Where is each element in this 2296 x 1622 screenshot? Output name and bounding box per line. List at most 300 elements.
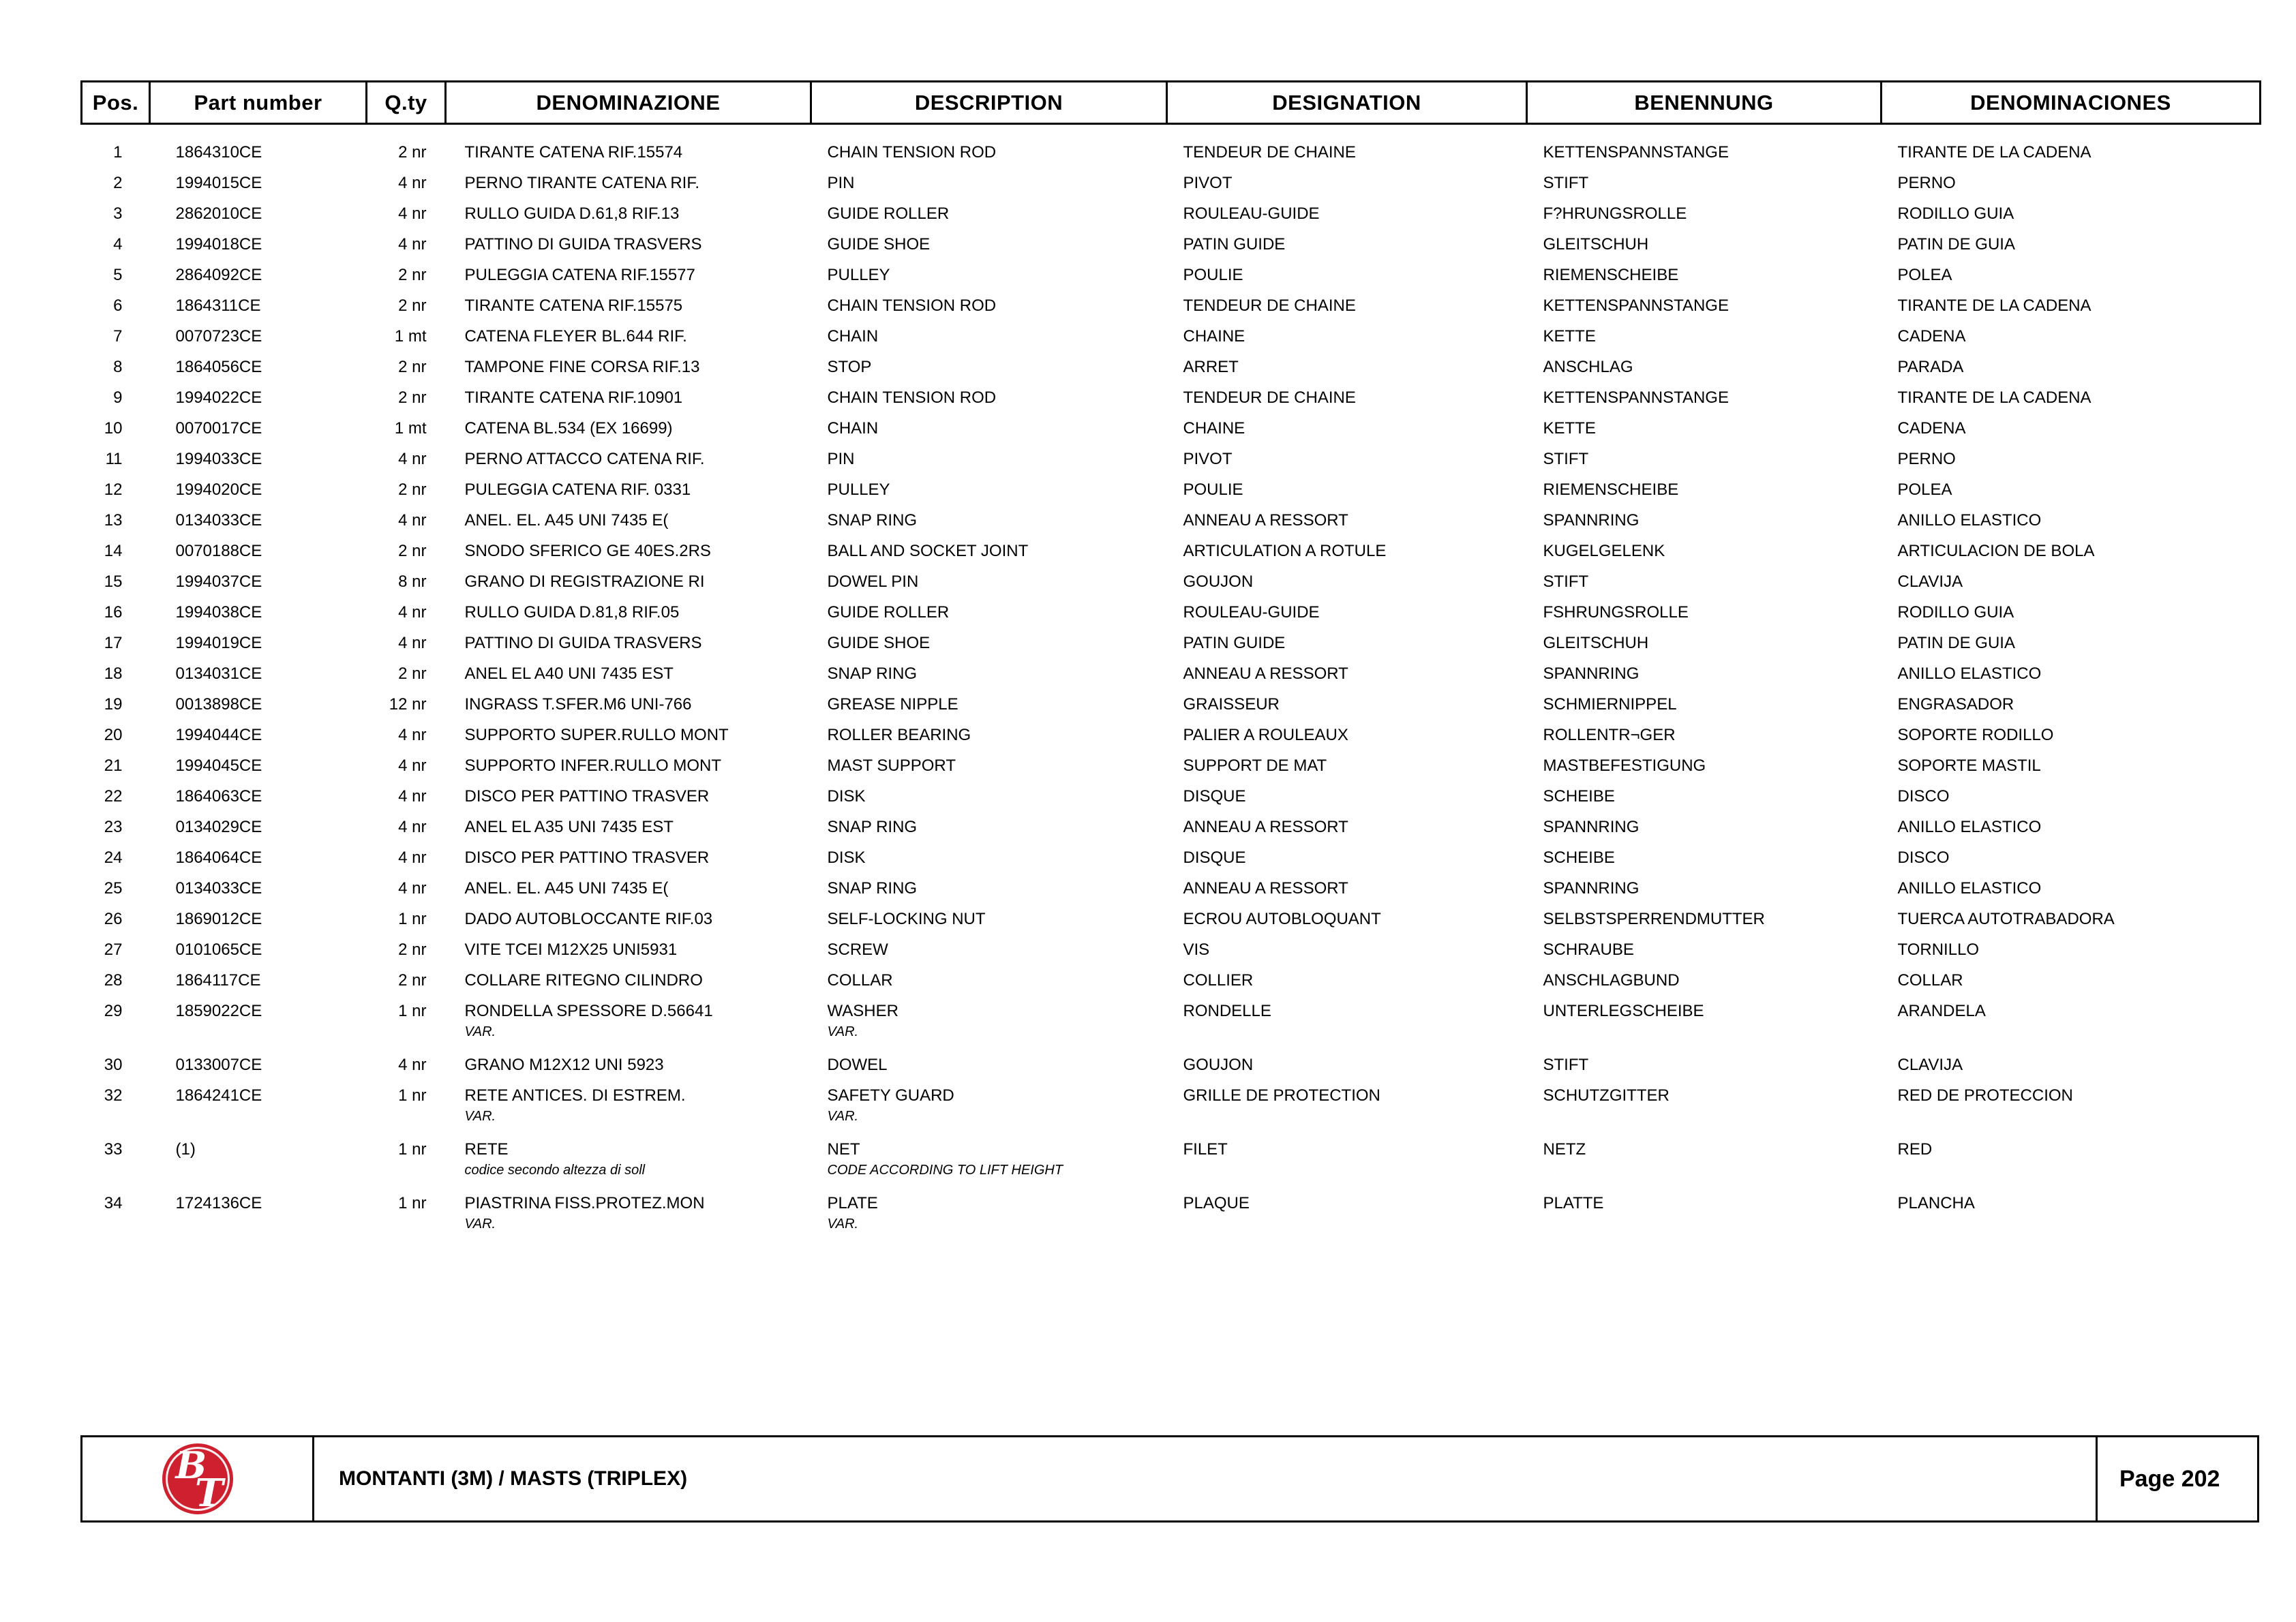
cell-designation: PIVOT: [1183, 450, 1233, 468]
cell-denominaciones: ANILLO ELASTICO: [1897, 879, 2042, 898]
cell-qty: 2 nr: [398, 296, 427, 315]
cell-pos: 29: [104, 1002, 123, 1020]
page-number: Page 202: [2119, 1465, 2220, 1492]
cell-pos: 15: [104, 572, 123, 591]
table-row: [82, 965, 2261, 996]
header-benennung: BENENNUNG: [1527, 82, 1882, 124]
cell-note: VAR.: [464, 1024, 496, 1039]
cell-qty: 4 nr: [398, 848, 427, 867]
cell-part-number: 1994020CE: [175, 480, 262, 499]
table-row: [82, 1134, 2261, 1188]
cell-designation: FILET: [1183, 1140, 1228, 1159]
cell-part-number: (1): [175, 1140, 196, 1159]
cell-qty: 2 nr: [398, 971, 427, 990]
cell-part-number: 1859022CE: [175, 1002, 262, 1020]
cell-benennung: SCHEIBE: [1543, 787, 1615, 806]
cell-denominazione: INGRASS T.SFER.M6 UNI-766: [464, 695, 692, 714]
header-denominazione: DENOMINAZIONE: [446, 82, 811, 124]
table-row: [82, 124, 2261, 168]
cell-qty: 8 nr: [398, 572, 427, 591]
cell-qty: 1 nr: [398, 1086, 427, 1105]
cell-note: VAR.: [827, 1024, 859, 1039]
footer-logo-cell: [82, 1437, 314, 1520]
cell-description: SELF-LOCKING NUT: [827, 910, 986, 928]
cell-denominaciones: POLEA: [1897, 266, 1952, 284]
cell-denominazione: GRANO DI REGISTRAZIONE RI: [464, 572, 705, 591]
cell-part-number: 0101065CE: [175, 940, 262, 959]
cell-denominazione: RULLO GUIDA D.81,8 RIF.05: [464, 603, 680, 622]
cell-benennung: SELBSTSPERRENDMUTTER: [1543, 910, 1765, 928]
cell-denominaciones: ENGRASADOR: [1897, 695, 2014, 714]
table-row: [82, 290, 2261, 321]
cell-designation: PATIN GUIDE: [1183, 235, 1286, 254]
cell-part-number: 1869012CE: [175, 910, 262, 928]
cell-denominazione: PULEGGIA CATENA RIF.15577: [464, 266, 695, 284]
cell-pos: 7: [113, 327, 123, 346]
cell-description: CHAIN TENSION ROD: [827, 143, 997, 162]
cell-pos: 2: [113, 174, 123, 192]
cell-benennung: SPANNRING: [1543, 818, 1640, 836]
table-row: [82, 1080, 2261, 1134]
bt-logo-icon: [162, 1443, 233, 1514]
cell-denominazione: TIRANTE CATENA RIF.15575: [464, 296, 683, 315]
table-row: [82, 658, 2261, 689]
cell-denominazione: PERNO ATTACCO CATENA RIF.: [464, 450, 705, 468]
cell-qty: 4 nr: [398, 879, 427, 898]
cell-description: CHAIN: [827, 419, 879, 438]
table-row: [82, 260, 2261, 290]
table-row: [82, 536, 2261, 566]
cell-benennung: STIFT: [1543, 174, 1589, 192]
cell-benennung: KUGELGELENK: [1543, 542, 1665, 560]
cell-denominazione: ANEL. EL. A45 UNI 7435 E(: [464, 879, 669, 898]
cell-part-number: 2864092CE: [175, 266, 262, 284]
cell-pos: 22: [104, 787, 123, 806]
cell-denominaciones: ANILLO ELASTICO: [1897, 511, 2042, 530]
cell-pos: 34: [104, 1194, 123, 1212]
cell-designation: GOUJON: [1183, 1056, 1254, 1074]
cell-description: SNAP RING: [827, 818, 918, 836]
cell-designation: PIVOT: [1183, 174, 1233, 192]
header-pos: Pos.: [82, 82, 150, 124]
cell-denominaciones: TIRANTE DE LA CADENA: [1897, 143, 2091, 162]
cell-description: CHAIN TENSION ROD: [827, 388, 997, 407]
cell-pos: 1: [113, 143, 123, 162]
cell-qty: 4 nr: [398, 787, 427, 806]
cell-qty: 4 nr: [398, 204, 427, 223]
cell-denominazione: RULLO GUIDA D.61,8 RIF.13: [464, 204, 680, 223]
cell-denominazione: SUPPORTO INFER.RULLO MONT: [464, 756, 721, 775]
cell-description: SAFETY GUARD VAR.: [811, 1080, 1167, 1134]
cell-pos: 27: [104, 940, 123, 959]
cell-part-number: 1864311CE: [175, 296, 261, 315]
cell-description: NET CODE ACCORDING TO LIFT HEIGHT: [811, 1134, 1167, 1188]
cell-denominazione: DADO AUTOBLOCCANTE RIF.03: [464, 910, 713, 928]
cell-description: GREASE NIPPLE: [827, 695, 958, 714]
cell-denominaciones: ARANDELA: [1897, 1002, 1986, 1020]
cell-description: DOWEL PIN: [827, 572, 919, 591]
cell-part-number: 0013898CE: [175, 695, 262, 714]
cell-benennung: SCHEIBE: [1543, 848, 1615, 867]
cell-description: BALL AND SOCKET JOINT: [827, 542, 1029, 560]
cell-qty: 1 nr: [398, 1194, 427, 1212]
cell-denominazione: DISCO PER PATTINO TRASVER: [464, 848, 710, 867]
cell-description: GUIDE ROLLER: [827, 204, 950, 223]
cell-description: PIN: [827, 174, 855, 192]
cell-denominazione: COLLARE RITEGNO CILINDRO: [464, 971, 703, 990]
cell-designation: VIS: [1183, 940, 1210, 959]
table-row: [82, 382, 2261, 413]
table-row: [82, 597, 2261, 628]
cell-designation: ANNEAU A RESSORT: [1183, 664, 1348, 683]
cell-pos: 20: [104, 726, 123, 744]
cell-part-number: 0133007CE: [175, 1056, 262, 1074]
cell-designation: DISQUE: [1183, 787, 1246, 806]
cell-qty: 2 nr: [398, 358, 427, 376]
cell-qty: 2 nr: [398, 266, 427, 284]
cell-pos: 19: [104, 695, 123, 714]
cell-description: PLATE VAR.: [811, 1188, 1167, 1242]
cell-part-number: 1864056CE: [175, 358, 262, 376]
cell-qty: 2 nr: [398, 664, 427, 683]
cell-note: VAR.: [827, 1216, 859, 1231]
cell-denominaciones: ANILLO ELASTICO: [1897, 664, 2042, 683]
cell-qty: 4 nr: [398, 235, 427, 254]
cell-denominaciones: TORNILLO: [1897, 940, 1980, 959]
cell-description: DOWEL: [827, 1056, 888, 1074]
cell-pos: 28: [104, 971, 123, 990]
table-row: [82, 934, 2261, 965]
cell-denominazione: CATENA BL.534 (EX 16699): [464, 419, 673, 438]
cell-denominaciones: PATIN DE GUIA: [1897, 634, 2015, 652]
cell-qty: 4 nr: [398, 511, 427, 530]
cell-pos: 24: [104, 848, 123, 867]
cell-denominazione: RETE codice secondo altezza di soll: [446, 1134, 811, 1188]
cell-qty: 4 nr: [398, 634, 427, 652]
table-row: [82, 566, 2261, 597]
cell-pos: 18: [104, 664, 123, 683]
cell-denominazione: DISCO PER PATTINO TRASVER: [464, 787, 710, 806]
cell-qty: 12 nr: [389, 695, 427, 714]
cell-qty: 1 nr: [398, 910, 427, 928]
cell-benennung: STIFT: [1543, 572, 1589, 591]
cell-description: PIN: [827, 450, 855, 468]
cell-part-number: 1864064CE: [175, 848, 262, 867]
table-row: [82, 781, 2261, 812]
cell-part-number: 0134031CE: [175, 664, 262, 683]
cell-pos: 25: [104, 879, 123, 898]
cell-qty: 1 nr: [398, 1002, 427, 1020]
cell-denominaciones: COLLAR: [1897, 971, 1963, 990]
cell-denominazione: GRANO M12X12 UNI 5923: [464, 1056, 664, 1074]
cell-note: codice secondo altezza di soll: [464, 1163, 646, 1178]
cell-designation: TENDEUR DE CHAINE: [1183, 143, 1356, 162]
cell-denominazione: PERNO TIRANTE CATENA RIF.: [464, 174, 699, 192]
cell-description: CHAIN TENSION ROD: [827, 296, 997, 315]
cell-denominaciones: DISCO: [1897, 787, 1950, 806]
cell-denominaciones: PARADA: [1897, 358, 1964, 376]
cell-benennung: SCHUTZGITTER: [1543, 1086, 1670, 1105]
cell-designation: GRILLE DE PROTECTION: [1183, 1086, 1380, 1105]
table-row: [82, 812, 2261, 842]
cell-part-number: 2862010CE: [175, 204, 262, 223]
cell-part-number: 1994022CE: [175, 388, 262, 407]
cell-pos: 30: [104, 1056, 123, 1074]
cell-description: SCREW: [827, 940, 888, 959]
table-row: [82, 689, 2261, 720]
cell-denominazione: RETE ANTICES. DI ESTREM. VAR.: [446, 1080, 811, 1134]
table-row: [82, 842, 2261, 873]
cell-description: PULLEY: [827, 480, 890, 499]
cell-denominazione: PATTINO DI GUIDA TRASVERS: [464, 634, 702, 652]
cell-part-number: 1994018CE: [175, 235, 262, 254]
cell-part-number: 1994045CE: [175, 756, 262, 775]
bt-logo-letter-t: T: [194, 1471, 224, 1516]
cell-pos: 12: [104, 480, 123, 499]
cell-pos: 16: [104, 603, 123, 622]
cell-denominaciones: PLANCHA: [1897, 1194, 1975, 1212]
cell-benennung: KETTENSPANNSTANGE: [1543, 143, 1729, 162]
cell-denominazione: VITE TCEI M12X25 UNI5931: [464, 940, 678, 959]
bt-logo-letter-b: B: [175, 1443, 207, 1487]
table-row: [82, 873, 2261, 904]
table-row: [82, 750, 2261, 781]
cell-benennung: STIFT: [1543, 450, 1589, 468]
cell-benennung: KETTE: [1543, 419, 1596, 438]
cell-qty: 4 nr: [398, 756, 427, 775]
cell-part-number: 1864063CE: [175, 787, 262, 806]
table-row: [82, 904, 2261, 934]
cell-part-number: 0070017CE: [175, 419, 262, 438]
cell-description: CHAIN: [827, 327, 879, 346]
cell-benennung: NETZ: [1543, 1140, 1586, 1159]
cell-pos: 32: [104, 1086, 123, 1105]
cell-denominaciones: SOPORTE RODILLO: [1897, 726, 2054, 744]
cell-designation: POULIE: [1183, 480, 1243, 499]
cell-benennung: SPANNRING: [1543, 879, 1640, 898]
cell-benennung: PLATTE: [1543, 1194, 1604, 1212]
cell-designation: ARRET: [1183, 358, 1239, 376]
cell-pos: 13: [104, 511, 123, 530]
parts-table: [80, 80, 2261, 1242]
cell-denominaciones: ANILLO ELASTICO: [1897, 818, 2042, 836]
cell-denominaciones: CLAVIJA: [1897, 1056, 1963, 1074]
header-description: DESCRIPTION: [811, 82, 1167, 124]
cell-denominazione: PATTINO DI GUIDA TRASVERS: [464, 235, 702, 254]
cell-benennung: SCHRAUBE: [1543, 940, 1634, 959]
cell-benennung: KETTE: [1543, 327, 1596, 346]
cell-denominaciones: CLAVIJA: [1897, 572, 1963, 591]
header-qty: Q.ty: [367, 82, 446, 124]
cell-denominazione: ANEL. EL. A45 UNI 7435 E(: [464, 511, 669, 530]
cell-benennung: MASTBEFESTIGUNG: [1543, 756, 1706, 775]
cell-designation: ANNEAU A RESSORT: [1183, 879, 1348, 898]
cell-part-number: 1994033CE: [175, 450, 262, 468]
cell-denominazione: ANEL EL A35 UNI 7435 EST: [464, 818, 674, 836]
cell-designation: RONDELLE: [1183, 1002, 1271, 1020]
cell-denominaciones: POLEA: [1897, 480, 1952, 499]
cell-description: ROLLER BEARING: [827, 726, 971, 744]
footer-title: MONTANTI (3M) / MASTS (TRIPLEX): [339, 1467, 688, 1490]
table-row: [82, 352, 2261, 382]
table-row: [82, 413, 2261, 444]
cell-description: PULLEY: [827, 266, 890, 284]
footer-page-cell: [2098, 1437, 2257, 1520]
cell-description: COLLAR: [827, 971, 893, 990]
cell-denominaciones: CADENA: [1897, 327, 1966, 346]
cell-designation: ARTICULATION A ROTULE: [1183, 542, 1387, 560]
cell-denominaciones: SOPORTE MASTIL: [1897, 756, 2041, 775]
cell-denominazione: SNODO SFERICO GE 40ES.2RS: [464, 542, 711, 560]
cell-pos: 3: [113, 204, 123, 223]
cell-pos: 14: [104, 542, 123, 560]
cell-qty: 4 nr: [398, 1056, 427, 1074]
cell-denominaciones: TUERCA AUTOTRABADORA: [1897, 910, 2115, 928]
cell-qty: 4 nr: [398, 174, 427, 192]
cell-benennung: ANSCHLAGBUND: [1543, 971, 1680, 990]
cell-description: SNAP RING: [827, 664, 918, 683]
cell-part-number: 1994019CE: [175, 634, 262, 652]
cell-qty: 1 mt: [394, 419, 427, 438]
cell-denominazione: RONDELLA SPESSORE D.56641 VAR.: [446, 996, 811, 1050]
cell-denominaciones: RODILLO GUIA: [1897, 603, 2014, 622]
cell-part-number: 1724136CE: [175, 1194, 262, 1212]
cell-designation: POULIE: [1183, 266, 1243, 284]
cell-description: GUIDE ROLLER: [827, 603, 950, 622]
cell-benennung: F?HRUNGSROLLE: [1543, 204, 1687, 223]
cell-benennung: SPANNRING: [1543, 664, 1640, 683]
cell-benennung: GLEITSCHUH: [1543, 235, 1649, 254]
cell-denominaciones: RED: [1897, 1140, 1933, 1159]
header-row: [82, 82, 2261, 124]
table-row: [82, 505, 2261, 536]
cell-designation: ROULEAU-GUIDE: [1183, 603, 1320, 622]
cell-designation: GRAISSEUR: [1183, 695, 1280, 714]
cell-qty: 2 nr: [398, 388, 427, 407]
cell-benennung: SCHMIERNIPPEL: [1543, 695, 1677, 714]
cell-denominaciones: CADENA: [1897, 419, 1966, 438]
cell-pos: 8: [113, 358, 123, 376]
cell-pos: 33: [104, 1140, 123, 1159]
table-row: [82, 321, 2261, 352]
cell-denominazione: TIRANTE CATENA RIF.15574: [464, 143, 683, 162]
cell-part-number: 1864241CE: [175, 1086, 262, 1105]
cell-denominaciones: PERNO: [1897, 450, 1956, 468]
table-row: [82, 628, 2261, 658]
cell-benennung: GLEITSCHUH: [1543, 634, 1649, 652]
cell-denominazione: TAMPONE FINE CORSA RIF.13: [464, 358, 700, 376]
cell-benennung: RIEMENSCHEIBE: [1543, 266, 1679, 284]
cell-description: DISK: [827, 848, 866, 867]
cell-designation: COLLIER: [1183, 971, 1254, 990]
cell-description: SNAP RING: [827, 511, 918, 530]
cell-description: WASHER VAR.: [811, 996, 1167, 1050]
cell-designation: CHAINE: [1183, 327, 1245, 346]
cell-part-number: 1864117CE: [175, 971, 261, 990]
cell-designation: PALIER A ROULEAUX: [1183, 726, 1348, 744]
table-row: [82, 168, 2261, 198]
cell-designation: ANNEAU A RESSORT: [1183, 511, 1348, 530]
cell-qty: 1 nr: [398, 1140, 427, 1159]
cell-denominazione: TIRANTE CATENA RIF.10901: [464, 388, 683, 407]
cell-note: CODE ACCORDING TO LIFT HEIGHT: [827, 1163, 1063, 1178]
cell-part-number: 1994044CE: [175, 726, 262, 744]
cell-designation: GOUJON: [1183, 572, 1254, 591]
cell-designation: TENDEUR DE CHAINE: [1183, 296, 1356, 315]
cell-denominazione: SUPPORTO SUPER.RULLO MONT: [464, 726, 729, 744]
table-row: [82, 996, 2261, 1050]
cell-denominazione: PIASTRINA FISS.PROTEZ.MON VAR.: [446, 1188, 811, 1242]
cell-designation: SUPPORT DE MAT: [1183, 756, 1327, 775]
cell-pos: 26: [104, 910, 123, 928]
cell-note: VAR.: [464, 1109, 496, 1124]
cell-part-number: 1994037CE: [175, 572, 262, 591]
cell-description: STOP: [827, 358, 872, 376]
cell-part-number: 0134029CE: [175, 818, 262, 836]
cell-denominazione: CATENA FLEYER BL.644 RIF.: [464, 327, 687, 346]
cell-denominazione: PULEGGIA CATENA RIF. 0331: [464, 480, 691, 499]
footer-bar: [80, 1435, 2259, 1522]
cell-benennung: UNTERLEGSCHEIBE: [1543, 1002, 1704, 1020]
cell-qty: 2 nr: [398, 480, 427, 499]
table-header: [82, 82, 2261, 124]
table-row: [82, 720, 2261, 750]
cell-designation: TENDEUR DE CHAINE: [1183, 388, 1356, 407]
cell-qty: 2 nr: [398, 143, 427, 162]
cell-description: MAST SUPPORT: [827, 756, 956, 775]
cell-pos: 11: [105, 450, 123, 468]
cell-denominaciones: TIRANTE DE LA CADENA: [1897, 388, 2091, 407]
cell-designation: DISQUE: [1183, 848, 1246, 867]
cell-pos: 17: [104, 634, 123, 652]
cell-benennung: ANSCHLAG: [1543, 358, 1633, 376]
cell-qty: 4 nr: [398, 818, 427, 836]
cell-description: GUIDE SHOE: [827, 634, 931, 652]
cell-description: GUIDE SHOE: [827, 235, 931, 254]
cell-denominazione: ANEL EL A40 UNI 7435 EST: [464, 664, 674, 683]
cell-note: VAR.: [464, 1216, 496, 1231]
cell-benennung: ROLLENTR¬GER: [1543, 726, 1676, 744]
cell-denominaciones: ARTICULACION DE BOLA: [1897, 542, 2095, 560]
cell-part-number: 1994038CE: [175, 603, 262, 622]
cell-part-number: 0070723CE: [175, 327, 262, 346]
table-row: [82, 444, 2261, 474]
cell-description: SNAP RING: [827, 879, 918, 898]
cell-denominaciones: DISCO: [1897, 848, 1950, 867]
cell-part-number: 0134033CE: [175, 511, 262, 530]
table-row: [82, 229, 2261, 260]
cell-part-number: 0134033CE: [175, 879, 262, 898]
table-body: [82, 124, 2261, 1242]
cell-denominaciones: RODILLO GUIA: [1897, 204, 2014, 223]
cell-pos: 5: [113, 266, 123, 284]
cell-denominaciones: PATIN DE GUIA: [1897, 235, 2015, 254]
cell-pos: 23: [104, 818, 123, 836]
cell-denominaciones: TIRANTE DE LA CADENA: [1897, 296, 2091, 315]
table-row: [82, 1188, 2261, 1242]
cell-designation: PATIN GUIDE: [1183, 634, 1286, 652]
cell-designation: CHAINE: [1183, 419, 1245, 438]
cell-designation: ROULEAU-GUIDE: [1183, 204, 1320, 223]
cell-benennung: STIFT: [1543, 1056, 1589, 1074]
cell-benennung: RIEMENSCHEIBE: [1543, 480, 1679, 499]
header-part-number: Part number: [150, 82, 367, 124]
cell-benennung: KETTENSPANNSTANGE: [1543, 296, 1729, 315]
footer-title-cell: [314, 1437, 2098, 1520]
cell-note: VAR.: [827, 1109, 859, 1124]
cell-designation: PLAQUE: [1183, 1194, 1250, 1212]
cell-description: DISK: [827, 787, 866, 806]
